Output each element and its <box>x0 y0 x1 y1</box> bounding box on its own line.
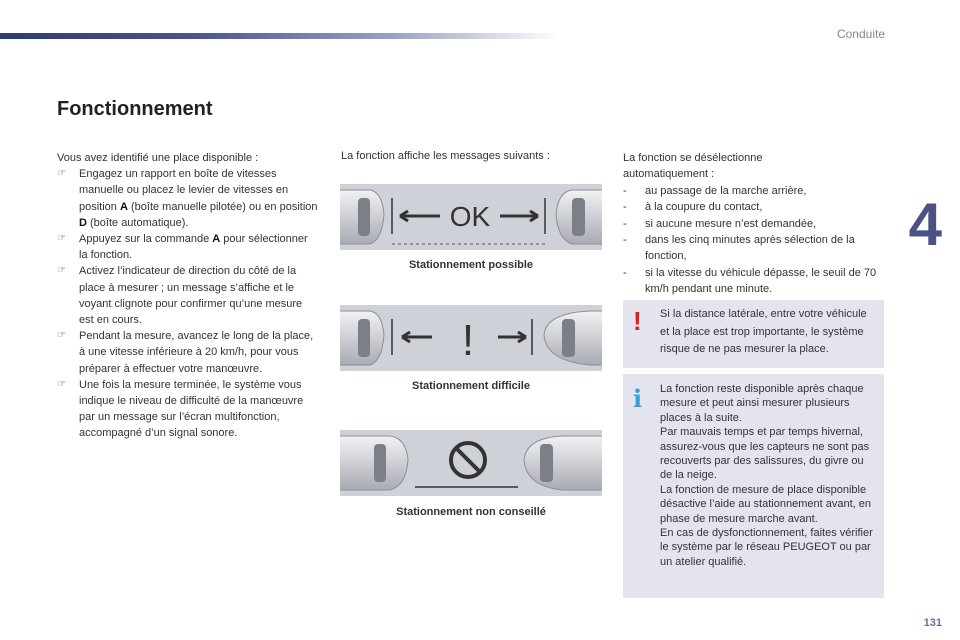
deselection-list <box>623 183 888 298</box>
deselection-lead: La fonction se désélectionne automatiquement : <box>623 152 763 181</box>
caption-possible: Stationnement possible <box>408 259 534 271</box>
instructions-intro: Vous avez identifié une place disponible : <box>57 152 259 164</box>
parked-car-rear-icon <box>340 190 384 244</box>
parking-difficult-illustration <box>340 305 602 371</box>
warning-text: Si la distance latérale, entre votre véhicule et la place est trop importante, le système risque de ne pas mesurer la place. <box>660 308 867 355</box>
arrow-right-icon <box>500 211 538 221</box>
list-item: - si aucune mesure n’est demandée, <box>623 216 888 232</box>
list-item: - dans les cinq minutes après sélection de la fonction, <box>623 234 855 263</box>
info-paragraph: En cas de dysfonctionnement, faites vérifier le système par le réseau PEUGEOT ou par un atelier qualifié. <box>660 527 873 568</box>
dash-bullet: - <box>623 201 627 214</box>
pointing-hand-icon: ☞ <box>57 168 66 180</box>
parked-car-rear-icon <box>340 436 408 490</box>
list-item: ☞ Appuyez sur la commande A pour sélectionner la fonction. <box>57 233 308 262</box>
header-gradient-bar <box>0 33 560 39</box>
display-panel-not-advised <box>340 430 602 496</box>
parking-not-advised-illustration <box>340 430 602 496</box>
section-title: Conduite <box>836 27 885 41</box>
warning-box <box>623 300 884 368</box>
info-text <box>660 382 878 569</box>
page-number: 131 <box>923 617 942 629</box>
arrow-left-icon <box>402 332 432 342</box>
chapter-number: 4 <box>908 191 942 258</box>
parked-car-rear-icon <box>340 311 384 365</box>
pointing-hand-icon: ☞ <box>57 265 66 277</box>
list-item: ☞ Une fois la mesure terminée, le système vous indique le niveau de difficulté de la manœuvre par un message sur l’écran multifonction, accompagné d’un signal sonore. <box>57 378 304 440</box>
exclamation-text: ! <box>461 316 475 365</box>
list-item: ☞ Pendant la mesure, avancez le long de la place, à une vitesse inférieure à 20 km/h, pour vous préparer à effectuer votre manœuvre. <box>57 330 314 375</box>
list-item: - si la vitesse du véhicule dépasse, le seuil de 70 km/h pendant une minute. <box>623 266 877 296</box>
info-paragraph: La fonction reste disponible après chaque mesure et peut ainsi mesurer plusieurs places à la suite. <box>660 383 864 424</box>
caption-not-advised: Stationnement non conseillé <box>396 506 546 518</box>
parking-ok-illustration <box>340 184 602 250</box>
arrow-right-icon <box>498 332 526 342</box>
list-item: ☞ Engagez un rapport en boîte de vitesses manuelle ou placez le levier de vitesses en position A (boîte manuelle pilotée) ou en position D (boîte automatique). <box>57 168 318 229</box>
pointing-hand-icon: ☞ <box>57 233 66 245</box>
dash-bullet: - <box>623 217 627 230</box>
instructions-list <box>57 166 319 441</box>
list-item: - au passage de la marche arrière, <box>623 183 888 199</box>
messages-column <box>341 150 603 162</box>
warning-icon: ! <box>633 306 642 336</box>
ok-text: OK <box>449 201 491 232</box>
prohibited-icon <box>451 443 485 477</box>
info-paragraph: Par mauvais temps et par temps hivernal, assurez-vous que les capteurs ne sont pas recouverts par des salissures, du givre ou de la neige. <box>660 426 870 482</box>
caption-difficult: Stationnement difficile <box>412 380 530 392</box>
deselection-column <box>623 150 888 298</box>
parked-car-front-icon <box>556 190 602 244</box>
parked-car-front-icon <box>544 311 602 365</box>
dash-bullet: - <box>623 234 627 247</box>
pointing-hand-icon: ☞ <box>57 330 66 342</box>
arrow-left-icon <box>400 211 440 221</box>
display-panel-possible <box>340 184 602 250</box>
info-paragraph: La fonction de mesure de place disponible désactive l’aide au stationnement avant, en phase de mesure marche avant. <box>660 483 871 525</box>
pointing-hand-icon: ☞ <box>57 378 66 390</box>
info-icon: i <box>633 384 643 413</box>
parked-car-front-icon <box>524 436 602 490</box>
page-title: Fonctionnement <box>57 98 213 120</box>
display-panel-difficult <box>340 305 602 371</box>
list-item: ☞ Activez l’indicateur de direction du côté de la place à mesurer ; un message s’affiche et le voyant clignote pour confirmer qu’une mesure est en cours. <box>57 265 303 327</box>
dash-bullet: - <box>623 184 627 197</box>
dash-bullet: - <box>623 266 627 279</box>
messages-lead: La fonction affiche les messages suivants : <box>341 150 550 162</box>
info-box <box>623 374 884 598</box>
instructions-column <box>57 150 319 442</box>
list-item: - à la coupure du contact, <box>623 199 888 215</box>
